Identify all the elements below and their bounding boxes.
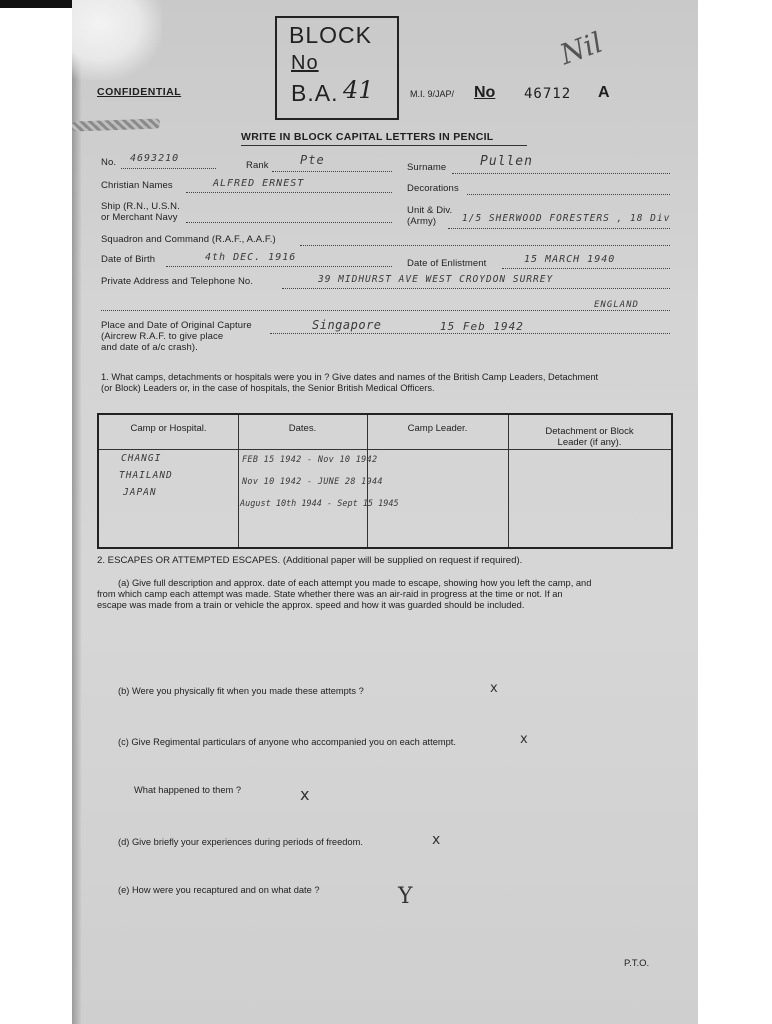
service-no-label: No.	[101, 157, 117, 168]
form-no-label: No	[474, 84, 496, 101]
col-header-dates: Dates.	[288, 423, 317, 434]
christian-names-line	[186, 192, 392, 193]
enlistment-value: 15 MARCH 1940	[524, 254, 616, 265]
question-2c: (c) Give Regimental particulars of anyone who accompanied you on each attempt.	[118, 737, 456, 747]
camp-dates: FEB 15 1942 - Nov 10 1942	[242, 455, 378, 465]
camp-dates: Nov 10 1942 - JUNE 28 1944	[242, 477, 383, 487]
service-no-value: 4693210	[130, 153, 180, 164]
address-value-line2: ENGLAND	[594, 300, 639, 310]
ship-line	[186, 222, 392, 223]
confidential-label: CONFIDENTIAL	[97, 86, 182, 98]
capture-label-3: and date of a/c crash).	[101, 342, 198, 353]
corner-annotation: Nil	[555, 25, 607, 72]
rank-value: Pte	[300, 153, 325, 167]
unit-label-1: Unit & Div.	[407, 205, 453, 216]
question-2a-line2: from which camp each attempt was made. State whether there was an air-raid in progress at the time or not. If an	[97, 589, 563, 599]
table-header-divider	[99, 449, 671, 450]
question-2-title: 2. ESCAPES OR ATTEMPTED ESCAPES. (Additional paper will be supplied on request if required).	[97, 555, 523, 566]
unit-label-2: (Army)	[407, 216, 437, 227]
stamp-ba-text: B.A.	[291, 80, 339, 106]
ship-label-1: Ship (R.N., U.S.N.	[101, 201, 180, 212]
address-line-2	[101, 310, 670, 311]
ship-label-2: or Merchant Navy	[101, 212, 178, 223]
rank-label: Rank	[246, 160, 269, 171]
question-2b: (b) Were you physically fit when you made these attempts ?	[118, 686, 364, 696]
enlistment-label: Date of Enlistment	[407, 258, 487, 269]
answer-mark-2c-followup: x	[300, 785, 310, 804]
dob-value: 4th DEC. 1916	[205, 252, 297, 263]
col-header-camp: Camp or Hospital.	[130, 423, 207, 434]
unit-value: 1/5 SHERWOOD FORESTERS , 18 Div	[462, 213, 671, 224]
camp-name: THAILAND	[119, 470, 173, 481]
stamp-block-text: BLOCK	[289, 22, 372, 48]
address-value-line1: 39 MIDHURST AVE WEST CROYDON SURREY	[318, 274, 554, 285]
capture-label-1: Place and Date of Original Capture	[101, 320, 252, 331]
surname-line	[452, 173, 670, 174]
dob-label: Date of Birth	[101, 254, 156, 265]
block-stamp	[275, 16, 399, 120]
mi-reference: M.I. 9/JAP/	[410, 89, 455, 99]
enlistment-line	[502, 268, 670, 269]
squadron-line	[300, 245, 670, 246]
address-label: Private Address and Telephone No.	[101, 276, 254, 287]
dob-line	[166, 266, 392, 267]
capture-place-value: Singapore	[312, 318, 382, 332]
col-header-camp-leader: Camp Leader.	[407, 423, 468, 434]
camp-dates: August 10th 1944 - Sept 15 1945	[240, 499, 399, 509]
table-col-divider	[238, 415, 239, 547]
instruction-heading: WRITE IN BLOCK CAPITAL LETTERS IN PENCIL	[241, 131, 494, 143]
camps-table	[97, 413, 673, 549]
form-number: 46712	[524, 86, 572, 102]
christian-names-label: Christian Names	[101, 180, 173, 191]
stamp-block-number: 41	[343, 76, 374, 104]
camp-name: JAPAN	[123, 487, 157, 498]
service-no-line	[121, 168, 216, 169]
answer-mark-2b: x	[490, 681, 498, 696]
capture-label-2: (Aircrew R.A.F. to give place	[101, 331, 224, 342]
question-2a-line3: escape was made from a train or vehicle the approx. speed and how it was guarded should be included.	[97, 600, 525, 610]
answer-mark-2c: x	[520, 732, 528, 747]
question-1-line2: (or Block) Leaders or, in the case of hospitals, the Senior British Medical Officers.	[101, 383, 435, 393]
col-header-detachment-1: Detachment or Block	[545, 426, 634, 437]
pto-label: P.T.O.	[624, 958, 650, 969]
scan-border	[0, 0, 72, 8]
camp-name: CHANGI	[121, 453, 162, 464]
question-2c-followup: What happened to them ?	[134, 785, 241, 795]
question-2e: (e) How were you recaptured and on what date ?	[118, 885, 320, 895]
rank-line	[272, 171, 392, 172]
col-header-detachment-2: Leader (if any).	[557, 437, 622, 448]
answer-mark-2e: Y	[398, 884, 413, 909]
answer-mark-2d: x	[432, 832, 441, 848]
heading-underline	[241, 145, 527, 146]
torn-corner	[72, 0, 162, 80]
unit-line	[448, 228, 670, 229]
paper-edge-shadow	[72, 0, 82, 1024]
surname-value: Pullen	[480, 154, 533, 169]
capture-date-value: 15 Feb 1942	[440, 320, 524, 333]
squadron-label: Squadron and Command (R.A.F., A.A.F.)	[101, 234, 276, 245]
capture-line	[270, 333, 670, 334]
decorations-line	[467, 194, 670, 195]
decorations-label: Decorations	[407, 183, 459, 194]
surname-label: Surname	[407, 162, 447, 173]
question-2d: (d) Give briefly your experiences during periods of freedom.	[118, 837, 363, 847]
question-1-line1: 1. What camps, detachments or hospitals were you in ? Give dates and names of the British Camp Leaders, Detachment	[101, 372, 599, 382]
christian-names-value: ALFRED ERNEST	[213, 178, 305, 189]
form-number-suffix: A	[598, 84, 610, 101]
question-2a-line1: (a) Give full description and approx. date of each attempt you made to escape, showing how you left the camp, and	[118, 578, 592, 588]
stamp-no-text: No	[291, 52, 319, 74]
address-line-1	[282, 288, 670, 289]
